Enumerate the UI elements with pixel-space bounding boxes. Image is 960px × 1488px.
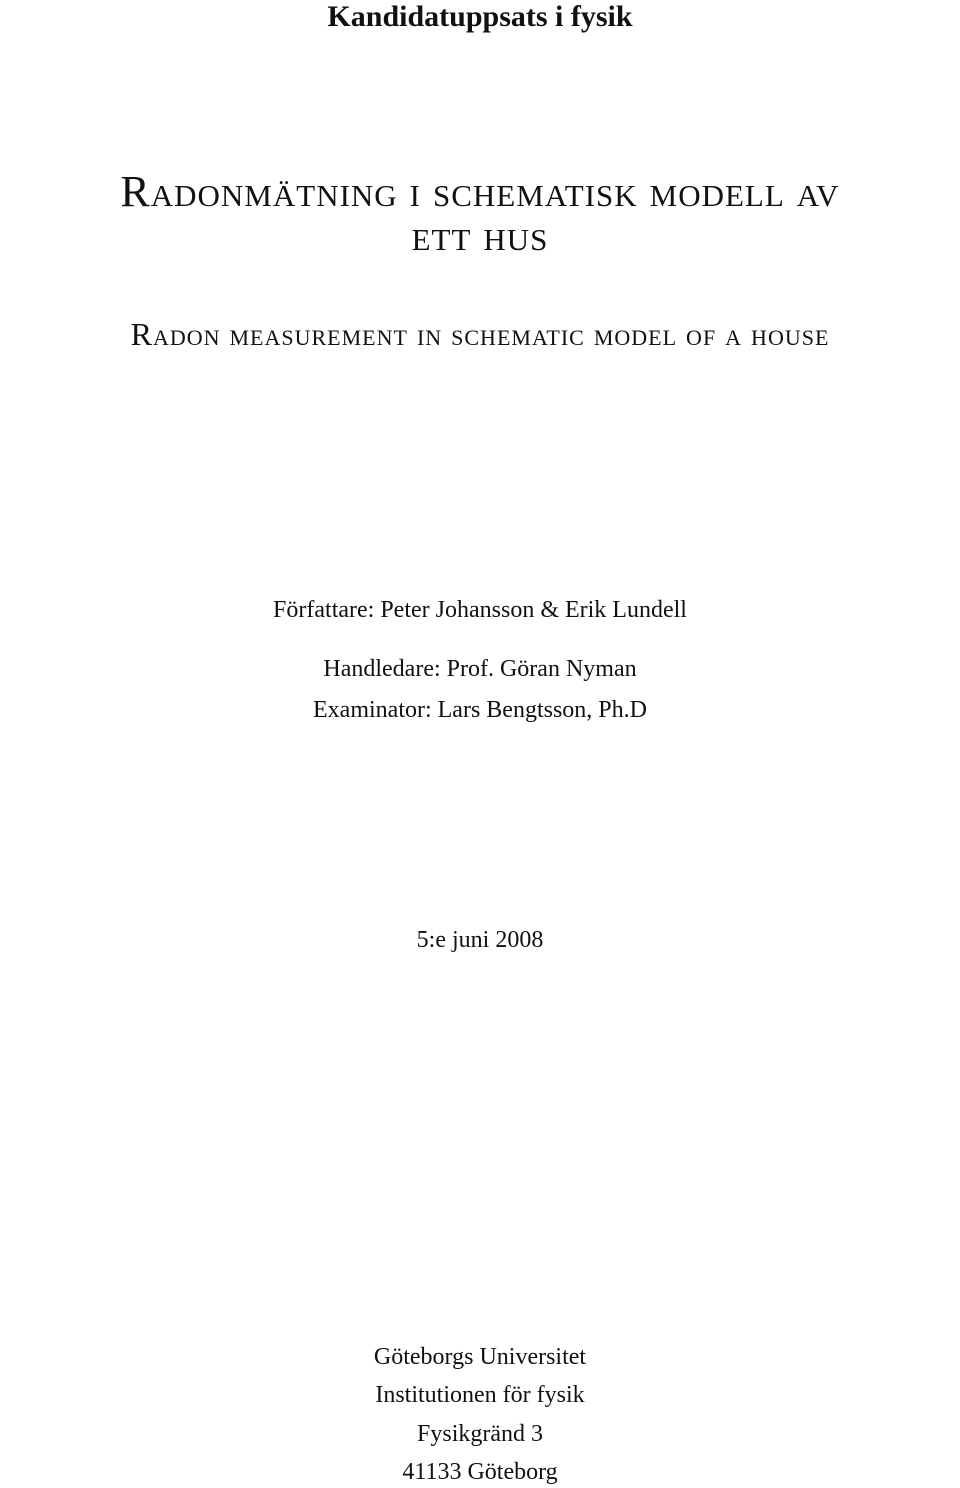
department-name: Institutionen för fysik <box>375 1382 585 1408</box>
university-name: Göteborgs Universitet <box>373 1344 587 1370</box>
supervisor-line: Handledare: Prof. Göran Nyman <box>323 656 637 682</box>
title-swedish-line-1: Radonmätning i schematisk modell av <box>120 167 840 216</box>
title-swedish-line-2: ett hus <box>411 211 549 260</box>
title-english: Radon measurement in schematic model of a house <box>130 316 830 352</box>
authors-line: Författare: Peter Johansson & Erik Lundell <box>273 597 687 623</box>
street-address: Fysikgränd 3 <box>417 1421 543 1447</box>
date-line: 5:e juni 2008 <box>416 927 544 953</box>
postal-city: 41133 Göteborg <box>402 1459 558 1485</box>
thesis-type-header: Kandidatuppsats i fysik <box>327 0 633 33</box>
examiner-line: Examinator: Lars Bengtsson, Ph.D <box>313 697 647 723</box>
